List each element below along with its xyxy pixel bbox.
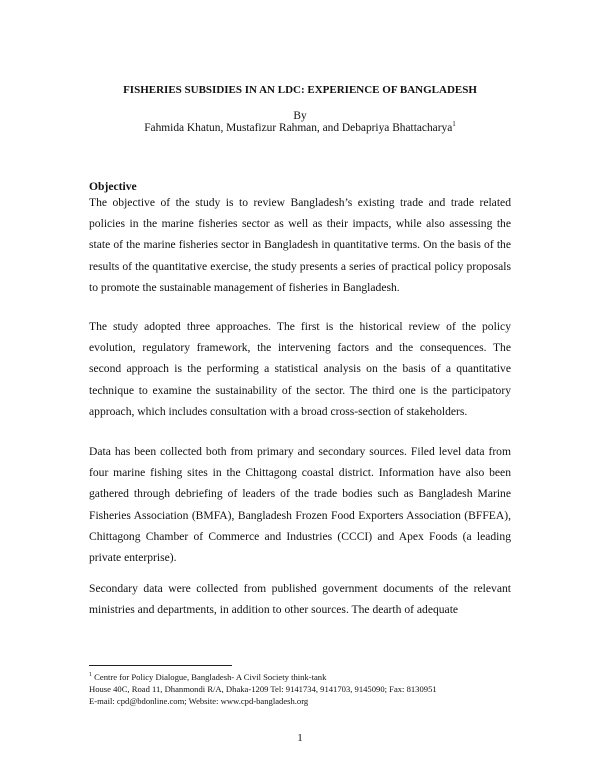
footnote-address: House 40C, Road 11, Dhanmondi R/A, Dhaka-1209 Tel: 9141734, 9141703, 9145090; Fax: 8130951	[89, 684, 437, 694]
paragraph-secondary-data: Secondary data were collected from published government documents of the relevant ministries and departments, in addition to other sources. The dearth of adequate	[89, 582, 511, 617]
footnote-contact: E-mail: cpd@bdonline.com; Website: www.cpd-bangladesh.org	[89, 696, 309, 706]
section-heading-objective: Objective	[89, 180, 137, 193]
page-number: 1	[297, 732, 303, 744]
author-names: Fahmida Khatun, Mustafizur Rahman, and Debapriya Bhattacharya	[144, 122, 453, 134]
footnote-divider	[89, 665, 232, 666]
footnote-marker: 1	[89, 672, 92, 679]
footnote-line-1	[89, 672, 529, 683]
byline-label: By	[293, 110, 307, 122]
author-list	[0, 122, 600, 134]
paragraph-approaches: The study adopted three approaches. The first is the historical review of the policy evolution, regulatory framework, the intervening factors and the consequences. The second approach is the performing a statistical analysis on the basis of a quantitative technique to examine the sustainability of the sector. The third one is the participatory approach, which includes consultation with a broad cross-section of stakeholders.	[89, 320, 511, 418]
author-footnote-marker: 1	[452, 120, 456, 129]
footnote-org: Centre for Policy Dialogue, Bangladesh- A Civil Society think-tank	[94, 672, 327, 682]
paragraph-data-collection: Data has been collected both from primary and secondary sources. Filed level data from four marine fishing sites in the Chittagong coastal district. Information have also been gathered through debriefing of leaders of the trade bodies such as Bangladesh Marine Fisheries Association (BMFA), Bangladesh Frozen Food Exporters Association (BFFEA), Chittagong Chamber of Commerce and Industries (CCCI) and Apex Foods (a leading private enterprise).	[89, 445, 511, 565]
paper-title: FISHERIES SUBSIDIES IN AN LDC: EXPERIENCE OF BANGLADESH	[123, 84, 477, 96]
paragraph-objective: The objective of the study is to review Bangladesh’s existing trade and trade related policies in the marine fisheries sector as well as their impacts, while also assessing the state of the marine fisheries sector in Bangladesh in quantitative terms. On the basis of the results of the quantitative exercise, the study presents a series of practical policy proposals to promote the sustainable management of fisheries in Bangladesh.	[89, 196, 511, 294]
